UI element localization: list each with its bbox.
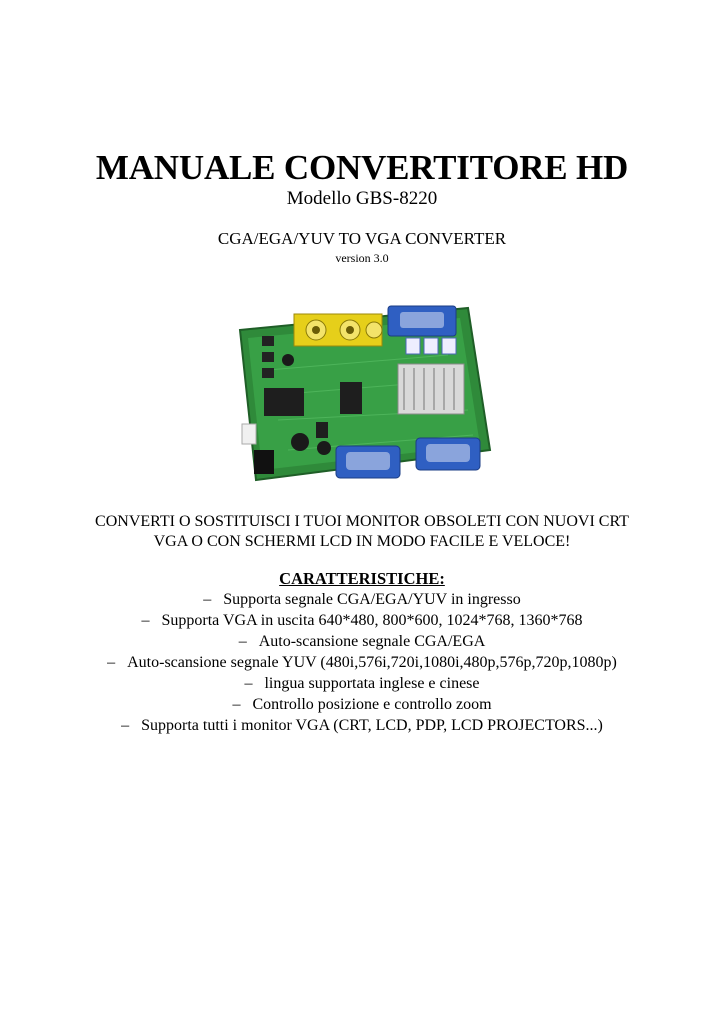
bullet-dash: –	[121, 717, 130, 734]
product-subtitle: CGA/EGA/YUV TO VGA CONVERTER	[217, 229, 507, 248]
features-heading: CARATTERISTICHE:	[279, 569, 445, 588]
feature-item: – Controllo posizione e controllo zoom	[232, 696, 492, 713]
tagline-line-1: CONVERTI O SOSTITUISCI I TUOI MONITOR OBSOLETI CON NUOVI CRT	[95, 513, 629, 530]
feature-item: – Supporta VGA in uscita 640*480, 800*600, 1024*768, 1360*768	[141, 612, 583, 629]
feature-item: – lingua supportata inglese e cinese	[244, 675, 480, 692]
version-label: version 3.0	[335, 251, 389, 265]
bullet-dash: –	[244, 675, 253, 692]
bullet-dash: –	[232, 696, 241, 713]
circuit-board-icon	[228, 300, 498, 500]
feature-item: – Auto-scansione segnale YUV (480i,576i,720i,1080i,480p,576p,720p,1080p)	[107, 654, 617, 671]
tagline-line-2: VGA O CON SCHERMI LCD IN MODO FACILE E VELOCE!	[153, 533, 571, 550]
feature-item: – Supporta tutti i monitor VGA (CRT, LCD, PDP, LCD PROJECTORS...)	[121, 717, 603, 734]
bullet-dash: –	[141, 612, 150, 629]
bullet-dash: –	[203, 591, 212, 608]
model-name: Modello GBS-8220	[286, 188, 438, 209]
feature-item: – Supporta segnale CGA/EGA/YUV in ingresso	[203, 591, 521, 608]
circuit-board-photo	[228, 300, 498, 500]
feature-item: – Auto-scansione segnale CGA/EGA	[238, 633, 486, 650]
bullet-dash: –	[238, 633, 247, 650]
bullet-dash: –	[107, 654, 116, 671]
page-title: MANUALE CONVERTITORE HD	[95, 148, 629, 187]
